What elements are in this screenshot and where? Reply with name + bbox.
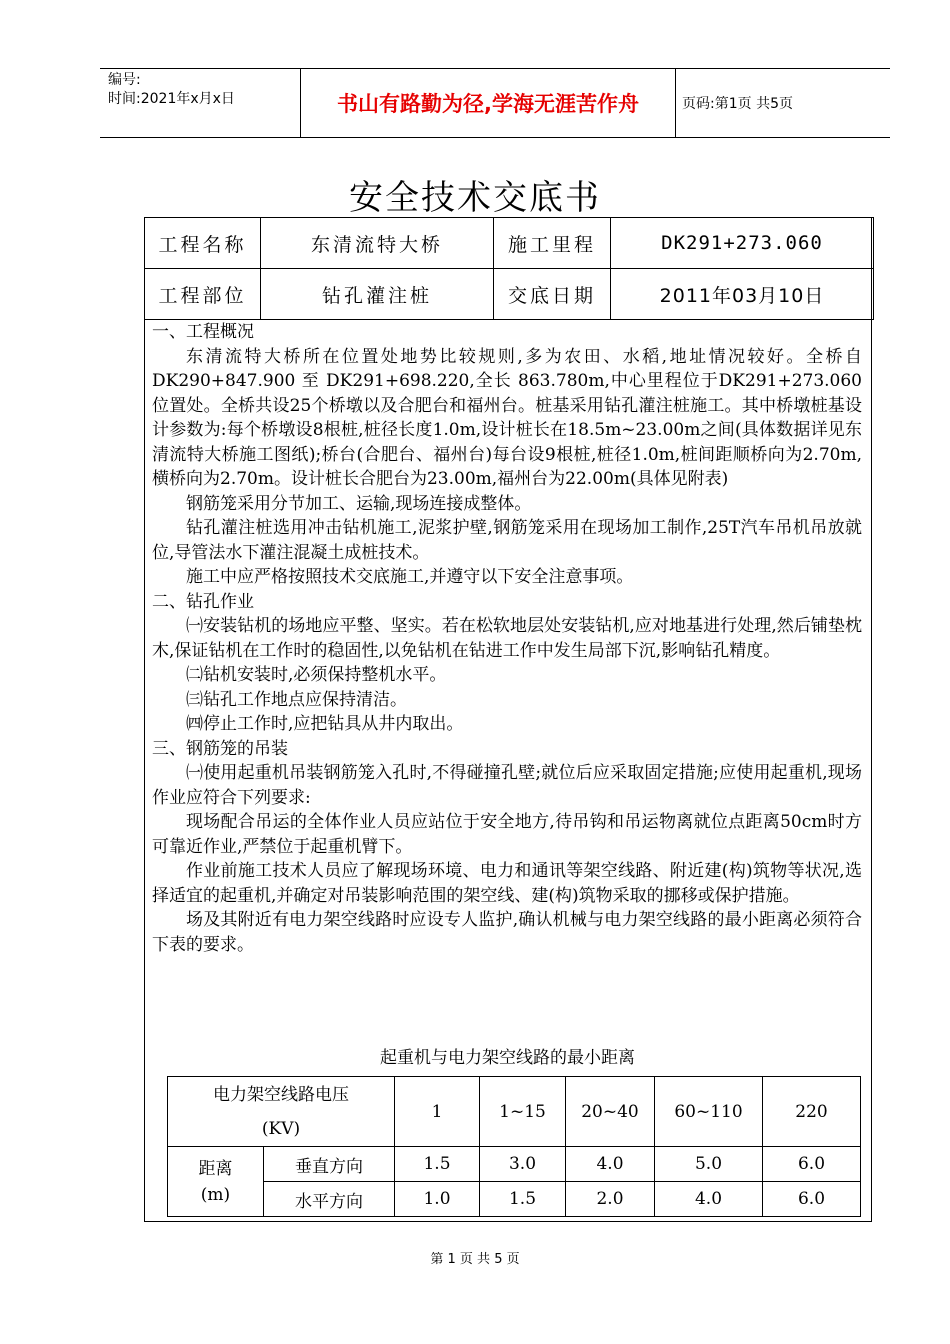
- table-row: [168, 1182, 861, 1217]
- header-meta: [100, 69, 300, 139]
- vertical-distance: 5.0: [655, 1147, 763, 1182]
- handover-date-value: 2011年03月10日: [611, 269, 874, 320]
- paragraph: ㈠安装钻机的场地应平整、坚实。若在松软地层处安装钻机,应对地基进行处理,然后铺垫枕木,保证钻机在工作时的稳固性,以免钻机在钻进工作中发生局部下沉,影响钻孔精度。: [152, 616, 862, 661]
- vertical-label: 垂直方向: [264, 1147, 395, 1182]
- paragraph: 钢筋笼采用分节加工、运输,现场连接成整体。: [186, 493, 532, 514]
- voltage-value: 1~15: [480, 1077, 566, 1147]
- table-row: [168, 1077, 861, 1147]
- document-title: 安全技术交底书: [349, 178, 601, 218]
- distance-table-caption: 起重机与电力架空线路的最小距离: [380, 1048, 635, 1068]
- horizontal-distance: 2.0: [566, 1182, 655, 1217]
- paragraph: ㈢钻孔工作地点应保持清洁。: [186, 689, 407, 710]
- header-page-code: 页码:第1页 共5页: [682, 96, 793, 112]
- distance-unit: (m): [200, 1184, 231, 1205]
- paragraph: 钻孔灌注桩选用冲击钻机施工,泥浆护壁,钢筋笼采用在现场加工制作,25T汽车吊机吊放就位,导管法水下灌注混凝土成桩技术。: [152, 518, 862, 563]
- table-row: [145, 269, 874, 320]
- document-number-label: 编号:: [108, 72, 141, 88]
- voltage-value: 220: [763, 1077, 861, 1147]
- voltage-header-cell: [168, 1077, 395, 1147]
- paragraph: 施工中应严格按照技术交底施工,并遵守以下安全注意事项。: [186, 567, 634, 587]
- paragraph: ㈡钻机安装时,必须保持整机水平。: [186, 665, 447, 685]
- project-info-table: [144, 217, 874, 320]
- document-body: [152, 320, 862, 957]
- vertical-distance: 4.0: [566, 1147, 655, 1182]
- voltage-unit: (KV): [261, 1118, 301, 1139]
- section-heading: 二、钻孔作业: [152, 591, 254, 612]
- distance-label: 距离: [198, 1158, 233, 1179]
- vertical-distance: 1.5: [395, 1147, 480, 1182]
- page-header: [100, 68, 890, 138]
- paragraph: ㈣停止工作时,应把钻具从井内取出。: [186, 714, 464, 734]
- horizontal-distance: 6.0: [763, 1182, 861, 1217]
- voltage-value: 60~110: [655, 1077, 763, 1147]
- mileage-label: 施工里程: [494, 218, 611, 269]
- handover-date-label: 交底日期: [494, 269, 611, 320]
- header-motto: 书山有路勤为径,学海无涯苦作舟: [300, 69, 676, 137]
- vertical-distance: 3.0: [480, 1147, 566, 1182]
- paragraph: 东清流特大桥所在位置处地势比较规则,多为农田、水稻,地址情况较好。全桥自 DK290+847.900 至 DK291+698.220,全长 863.780m,中心里程位于DK291+273.060位置处。全桥共设25个桥墩以及合肥台和福州台。桩基采用钻孔灌注桩施工。其中桥墩桩基设计参数为:每个桥墩设8根桩,桩径长度1.0m,设计桩长在18.5m~23.00m之间(具体数据详见东清流特大桥施工图纸);桥台(合肥台、福州台)每台设9根桩,桩径1.0m,桩间距顺桥向为2.70m,横桥向为2.70m。设计桩长合肥台为23.00m,福州台为22.00m(具体见附表): [152, 346, 862, 489]
- horizontal-label: 水平方向: [264, 1182, 395, 1217]
- section-heading: 三、钢筋笼的吊装: [152, 738, 288, 759]
- document-time-label: 时间:2021年x月x日: [108, 91, 235, 107]
- page-footer: 第 1 页 共 5 页: [430, 1252, 520, 1267]
- horizontal-distance: 1.5: [480, 1182, 566, 1217]
- table-row: [168, 1147, 861, 1182]
- voltage-value: 1: [395, 1077, 480, 1147]
- paragraph: 场及其附近有电力架空线路时应设专人监护,确认机械与电力架空线路的最小距离必须符合下表的要求。: [152, 910, 862, 955]
- project-name-value: 东清流特大桥: [261, 218, 494, 269]
- project-part-label: 工程部位: [145, 269, 261, 320]
- horizontal-distance: 4.0: [655, 1182, 763, 1217]
- distance-table: [167, 1076, 861, 1217]
- paragraph: 作业前施工技术人员应了解现场环境、电力和通讯等架空线路、附近建(构)筑物等状况,选择适宜的起重机,并确定对吊装影响范围的架空线、建(构)筑物采取的挪移或保护措施。: [152, 861, 862, 906]
- voltage-label: 电力架空线路电压: [213, 1084, 349, 1105]
- paragraph: 现场配合吊运的全体作业人员应站位于安全地方,待吊钩和吊运物离就位点距离50cm时方可靠近作业,严禁位于起重机臂下。: [152, 812, 862, 857]
- distance-header-cell: [168, 1147, 264, 1217]
- project-name-label: 工程名称: [145, 218, 261, 269]
- voltage-value: 20~40: [566, 1077, 655, 1147]
- paragraph: ㈠使用起重机吊装钢筋笼入孔时,不得碰撞孔壁;就位后应采取固定措施;应使用起重机,现场作业应符合下列要求:: [152, 763, 862, 808]
- table-row: [145, 218, 874, 269]
- section-heading: 一、工程概况: [152, 322, 254, 342]
- project-part-value: 钻孔灌注桩: [261, 269, 494, 320]
- vertical-distance: 6.0: [763, 1147, 861, 1182]
- horizontal-distance: 1.0: [395, 1182, 480, 1217]
- mileage-value: DK291+273.060: [611, 218, 874, 269]
